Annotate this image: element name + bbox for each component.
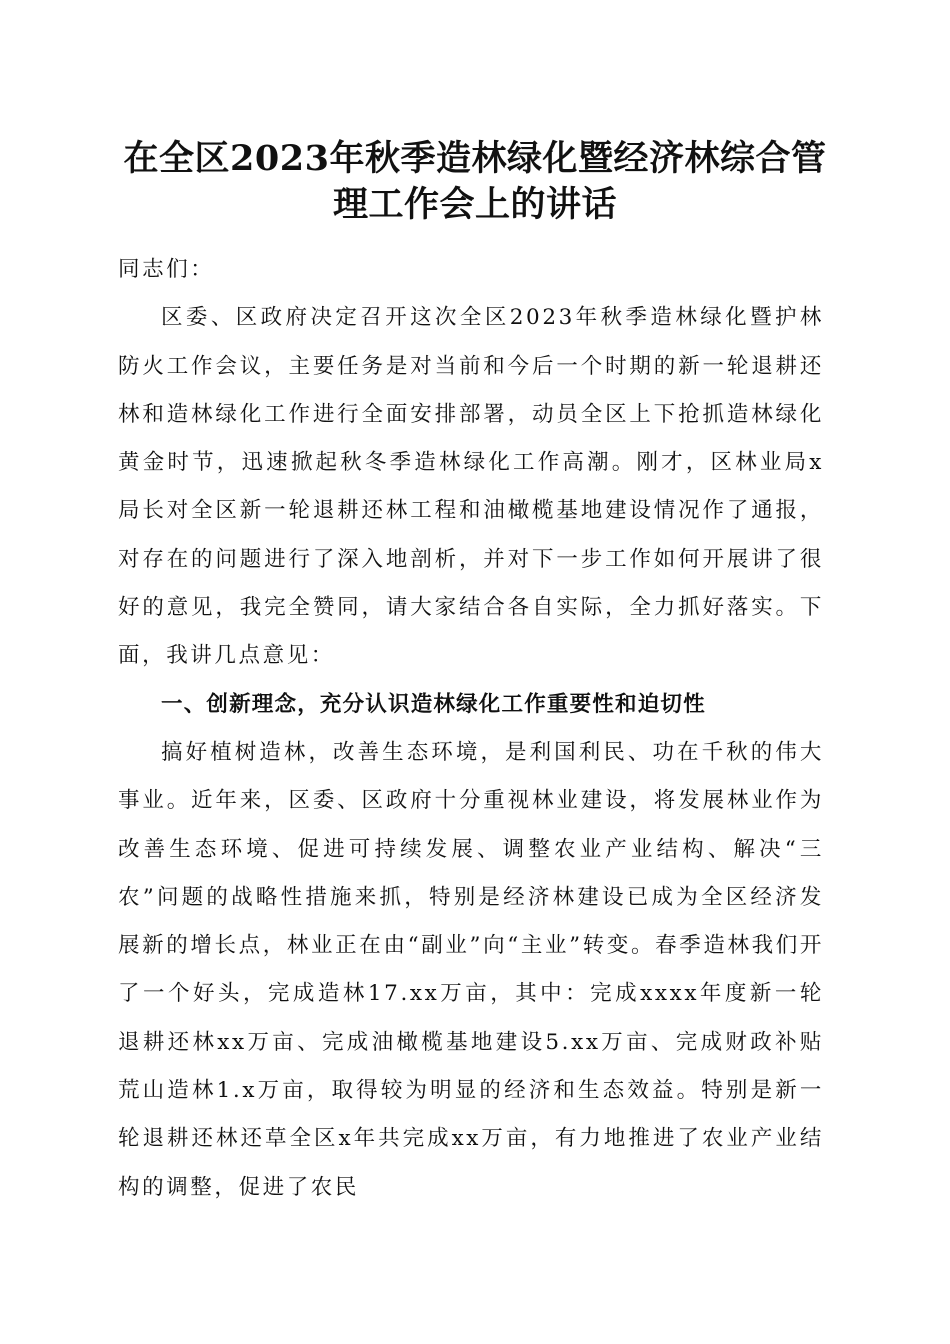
salutation: 同志们：: [118, 257, 215, 282]
section-heading: 一、创新理念，充分认识造林绿化工作重要性和迫切性: [161, 691, 706, 717]
document-body: [118, 246, 824, 1212]
document-title: 在全区2023年秋季造林绿化暨经济林综合管理工作会上的讲话: [123, 138, 827, 225]
section-paragraph: 搞好植树造林，改善生态环境，是利国利民、功在千秋的伟大事业。近年来，区委、区政府十分重视林业建设，将发展林业作为改善生态环境、促进可持续发展、调整农业产业结构、解决“三农”问题的战略性措施来抓，特别是经济林建设已成为全区经济发展新的增长点，林业正在由“副业”向“主业”转变。春季造林我们开了一个好头，完成造林17.xx万亩，其中：完成xxxx年度新一轮退耕还林xx万亩、完成油橄榄基地建设5.xx万亩、完成财政补贴荒山造林1.x万亩，取得较为明显的经济和生态效益。特别是新一轮退耕还林还草全区x年共完成xx万亩，有力地推进了农业产业结构的调整，促进了农民: [118, 739, 824, 1200]
opening-paragraph: 区委、区政府决定召开这次全区2023年秋季造林绿化暨护林防火工作会议，主要任务是对当前和今后一个时期的新一轮退耕还林和造林绿化工作进行全面安排部署，动员全区上下抢抓造林绿化黄金时节，迅速掀起秋冬季造林绿化工作高潮。刚才，区林业局x局长对全区新一轮退耕还林工程和油橄榄基地建设情况作了通报，对存在的问题进行了深入地剖析，并对下一步工作如何开展讲了很好的意见，我完全赞同，请大家结合各自实际，全力抓好落实。下面，我讲几点意见：: [118, 305, 824, 669]
